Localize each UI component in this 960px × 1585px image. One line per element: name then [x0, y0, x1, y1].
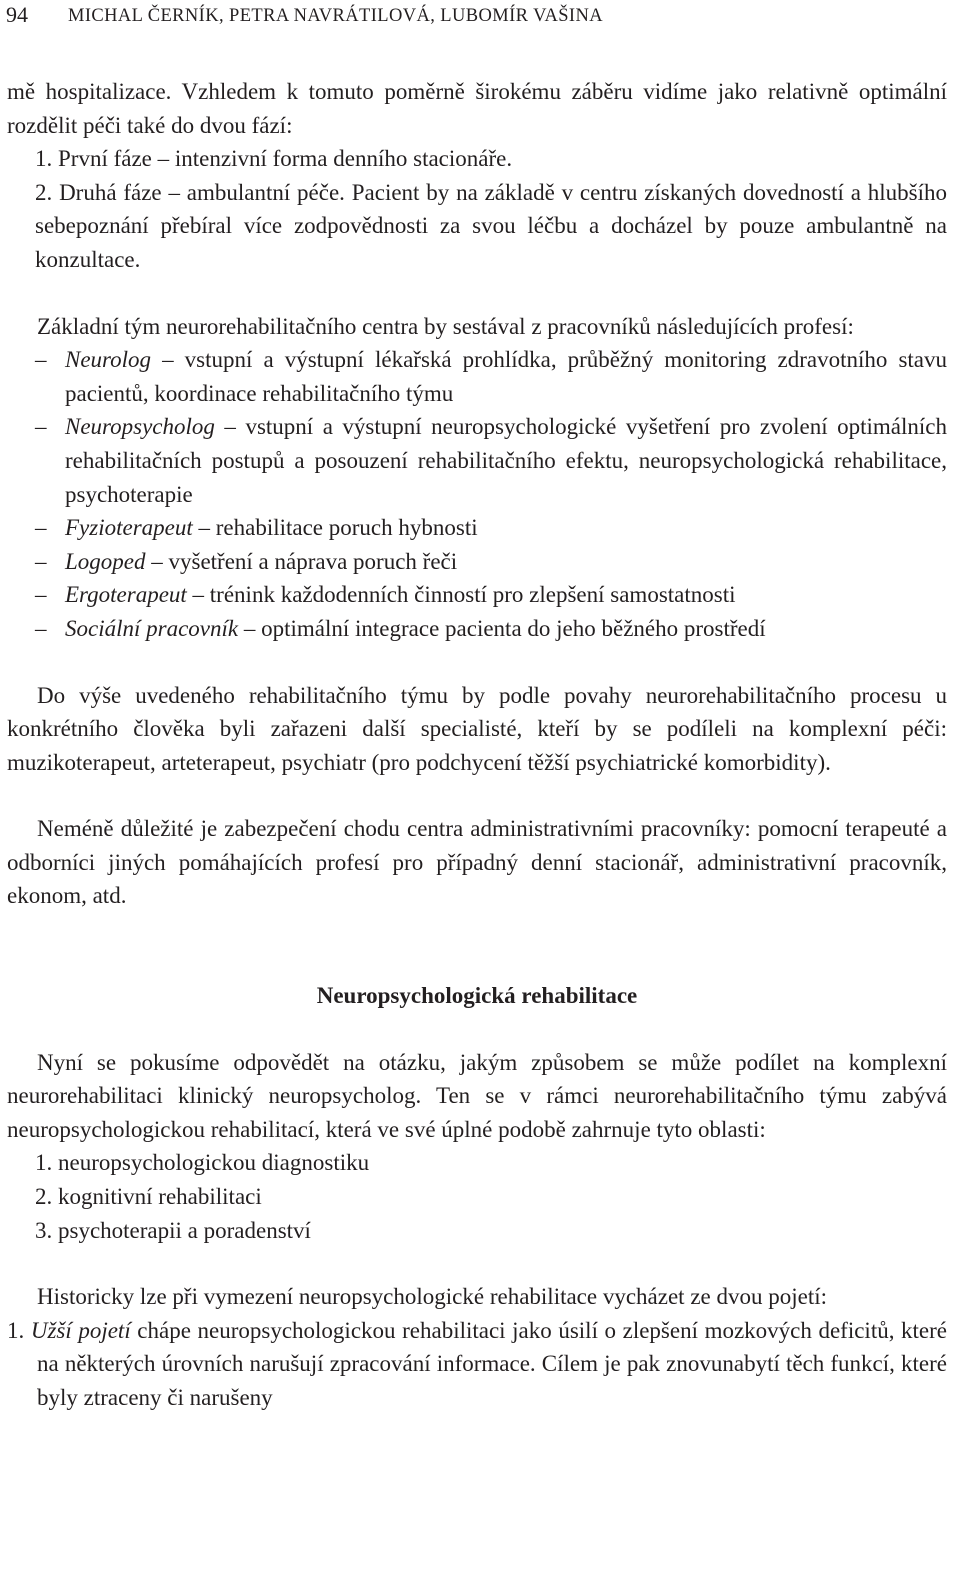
list-item-concept-1: [0, 1314, 947, 1415]
role-description: – vstupní a výstupní lékařská prohlídka, průběžný monitoring zdravotního stavu pacientů, koordinace rehabilitačního týmu: [65, 347, 947, 406]
page-body: [7, 75, 947, 1415]
paragraph-team-intro: Základní tým neurorehabilitačního centra by sestával z pracovníků následujících profesí:: [37, 313, 854, 339]
list-text: kognitivní rehabilitaci: [58, 1184, 262, 1210]
list-item-phase-1: [7, 142, 947, 176]
list-item-logoped: [7, 545, 947, 579]
list-text: psychoterapii a poradenství: [58, 1217, 311, 1243]
list-item-neurolog: [7, 343, 947, 410]
list-number: 1.: [7, 1317, 25, 1343]
section-heading: Neuropsychologická rehabilitace: [316, 983, 638, 1009]
role-description: – vyšetření a náprava poruch řeči: [145, 548, 458, 574]
list-item-fyzioterapeut: [7, 511, 947, 545]
list-item-neuropsycholog: [7, 410, 947, 511]
concept-term: Užší pojetí: [30, 1317, 131, 1343]
dash-marker: –: [35, 515, 47, 541]
list-text: První fáze – intenzivní forma denního stacionáře.: [58, 146, 513, 172]
role-description: – trénink každodenních činností pro zlepšení samostatnosti: [186, 582, 736, 608]
list-text: Druhá fáze – ambulantní péče. Pacient by na základě v centru získaných dovedností a hlubšího sebepoznání přebíral více zodpovědnosti za svou léčbu a docházel by pouze ambulantně na konzultace.: [35, 179, 947, 272]
list-item-area-1: [7, 1146, 947, 1180]
dash-marker: –: [35, 414, 47, 440]
paragraph-hospitalization: mě hospitalizace. Vzhledem k tomuto poměrně širokému záběru vidíme jako relativně optimální rozdělit péči také do dvou fází:: [7, 79, 947, 138]
paragraph-neuropsych-intro: Nyní se pokusíme odpovědět na otázku, jakým způsobem se může podílet na komplexní neurorehabilitaci klinický neuropsycholog. Ten se v rámci neurorehabilitačního týmu zabývá neuropsychologickou rehabilitací, která ve své úplné podobě zahrnuje tyto oblasti:: [7, 1049, 947, 1142]
list-number: 1.: [35, 1150, 53, 1176]
list-text: neuropsychologickou diagnostiku: [58, 1150, 370, 1176]
paragraph-historical-concepts: Historicky lze při vymezení neuropsychologické rehabilitace vycházet ze dvou pojetí:: [37, 1284, 828, 1310]
list-number: 1.: [35, 146, 53, 172]
dash-marker: –: [35, 615, 47, 641]
concept-text: chápe neuropsychologickou rehabilitaci jako úsilí o zlepšení mozkových deficitů, které na některých úrovních narušují zpracování informace. Cílem je pak znovunabytí těch funkcí, které byly ztraceny či narušeny: [37, 1317, 948, 1410]
dash-marker: –: [35, 548, 47, 574]
running-head: MICHAL ČERNÍK, PETRA NAVRÁTILOVÁ, LUBOMÍR VAŠINA: [68, 6, 604, 26]
page-header: [6, 2, 950, 36]
role-name: Sociální pracovník: [65, 615, 239, 641]
list-item-ergoterapeut: [7, 578, 947, 612]
dash-marker: –: [35, 582, 47, 608]
role-name: Logoped: [65, 548, 146, 574]
page-number: 94: [6, 2, 28, 27]
dash-marker: –: [35, 347, 47, 373]
role-description: – vstupní a výstupní neuropsychologické vyšetření pro zvolení optimálních rehabilitačních postupů a posouzení rehabilitačního efektu, neuropsychologická rehabilitace, psychoterapie: [65, 414, 947, 507]
list-item-area-3: [7, 1214, 947, 1248]
role-name: Ergoterapeut: [65, 582, 187, 608]
role-description: – optimální integrace pacienta do jeho běžného prostředí: [238, 615, 766, 641]
list-item-phase-2: [7, 176, 947, 277]
concepts-list: [7, 1314, 947, 1415]
role-name: Neuropsycholog: [65, 414, 215, 440]
paragraph-additional-specialists: Do výše uvedeného rehabilitačního týmu by podle povahy neurorehabilitačního procesu u konkrétního člověka byli zařazeni další specialisté, kteří by se podíleli na komplexní péči: muzikoterapeut, arteterapeut, psychiatr (pro podchycení těžší psychiatrické komorbidity).: [7, 682, 947, 775]
areas-list: [7, 1146, 947, 1247]
role-name: Neurolog: [65, 347, 152, 373]
list-number: 3.: [35, 1217, 53, 1243]
team-list: [7, 343, 947, 645]
phases-list: [7, 142, 947, 276]
list-number: 2.: [35, 1184, 53, 1210]
list-item-socialni-pracovnik: [7, 612, 947, 646]
role-name: Fyzioterapeut: [65, 515, 193, 541]
list-number: 2.: [35, 179, 53, 205]
list-item-area-2: [7, 1180, 947, 1214]
paragraph-administration: Neméně důležité je zabezpečení chodu centra administrativními pracovníky: pomocní terapeuté a odborníci jiných pomáhajících profesí pro případný denní stacionář, administrativní pracovník, ekonom, atd.: [7, 816, 947, 909]
role-description: – rehabilitace poruch hybnosti: [192, 515, 478, 541]
